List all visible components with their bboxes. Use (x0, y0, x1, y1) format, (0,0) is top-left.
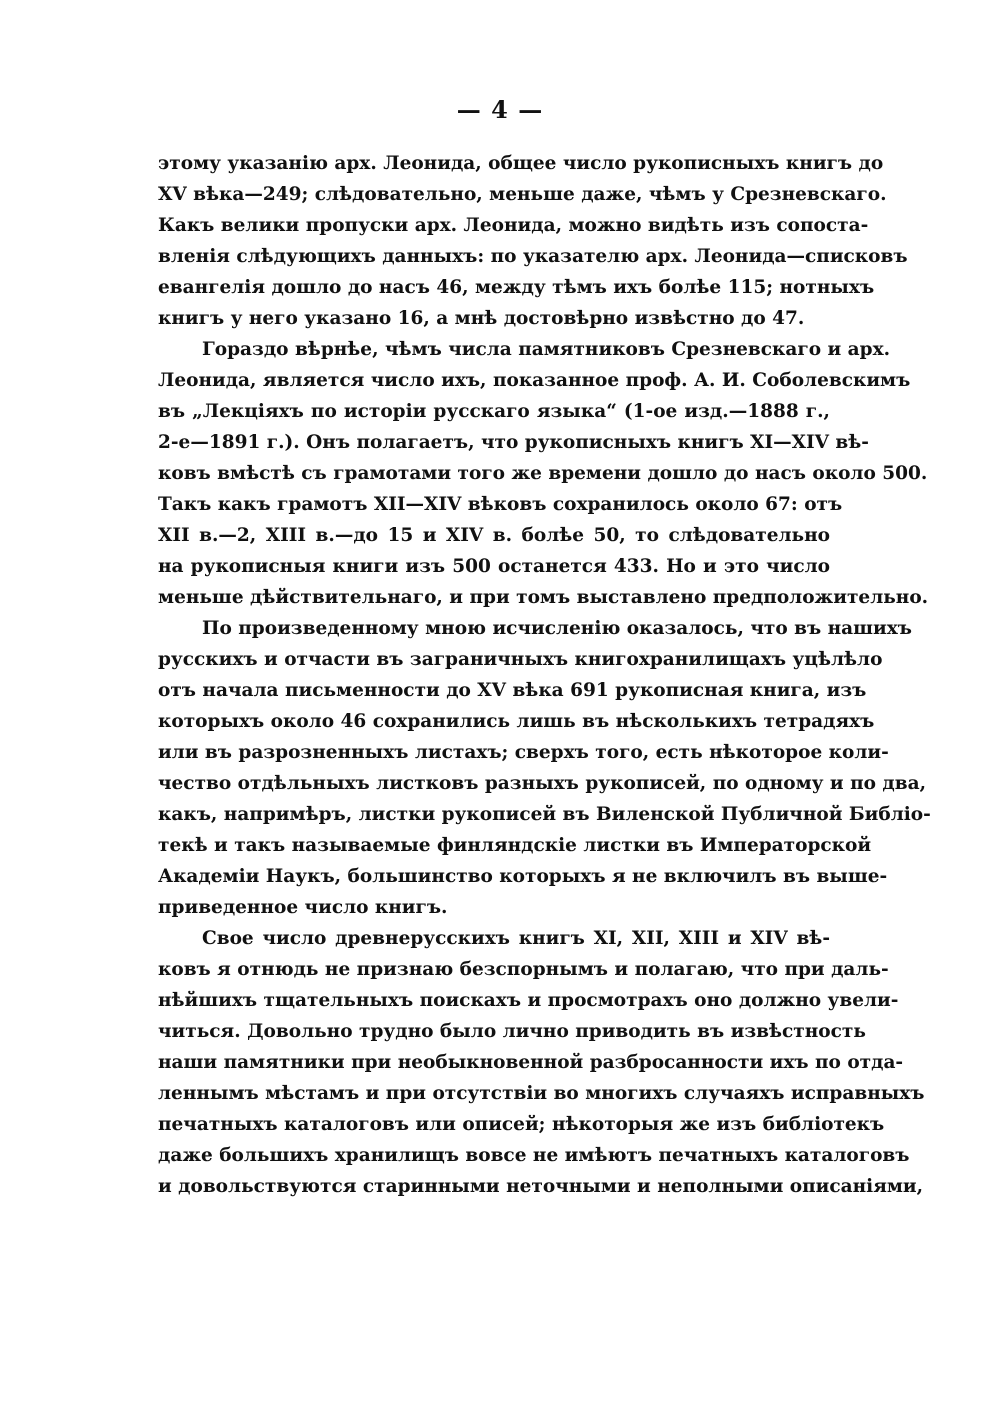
paragraph-2 (158, 334, 929, 613)
text-line: Гораздо вѣрнѣе, чѣмъ числа памятниковъ Срезневскаго и арх. (202, 339, 891, 360)
text-line: чество отдѣльныхъ листковъ разныхъ рукописей, по одному и по два, (158, 773, 927, 794)
text-line: наши памятники при необыкновенной разбросанности ихъ по отда- (158, 1052, 904, 1073)
text-line: ковъ вмѣстѣ съ грамотами того же времени дошло до насъ около 500. (158, 463, 928, 484)
paragraph-3 (158, 613, 931, 923)
text-line: Леонида, является число ихъ, показанное проф. А. И. Соболевскимъ (158, 370, 911, 391)
text-line: этому указанію арх. Леонида, общее число рукописныхъ книгъ до (158, 153, 884, 174)
text-line: печатныхъ каталоговъ или описей; нѣкоторыя же изъ библіотекъ (158, 1114, 885, 1135)
paragraph-4 (158, 923, 925, 1202)
text-line: леннымъ мѣстамъ и при отсутствіи во многихъ случаяхъ исправныхъ (158, 1083, 925, 1104)
text-line: XV вѣка—249; слѣдовательно, меньше даже, чѣмъ у Срезневскаго. (158, 184, 887, 205)
paragraph-1 (158, 148, 908, 334)
text-line: и довольствуются старинными неточными и неполными описаніями, (158, 1176, 924, 1197)
text-line: которыхъ около 46 сохранились лишь въ нѣсколькихъ тетрадяхъ (158, 711, 875, 732)
text-line: на рукописныя книги изъ 500 останется 433. Но и это число (158, 556, 830, 577)
text-line: или въ разрозненныхъ листахъ; сверхъ того, есть нѣкоторое коли- (158, 742, 889, 763)
text-line: нѣйшихъ тщательныхъ поискахъ и просмотрахъ оно должно увели- (158, 990, 899, 1011)
text-line: Какъ велики пропуски арх. Леонида, можно видѣть изъ сопоста- (158, 215, 869, 236)
text-line: Такъ какъ грамотъ XII—XIV вѣковъ сохранилось около 67: отъ (158, 494, 843, 515)
text-line: отъ начала письменности до XV вѣка 691 рукописная книга, изъ (158, 680, 867, 701)
text-line: меньше дѣйствительнаго, и при томъ выставлено предположительно. (158, 587, 929, 608)
text-line: Свое число древнерусскихъ книгъ XI, XII, XIII и XIV вѣ- (202, 928, 830, 949)
text-line: евангелія дошло до насъ 46, между тѣмъ ихъ болѣе 115; нотныхъ (158, 277, 875, 298)
body-text (158, 148, 931, 1202)
page-number: — 4 — (456, 95, 544, 124)
text-line: вленія слѣдующихъ данныхъ: по указателю арх. Леонида—списковъ (158, 246, 908, 267)
text-line: текѣ и такъ называемые финляндскіе листки въ Императорской (158, 835, 872, 856)
text-line: читься. Довольно трудно было лично приводить въ извѣстность (158, 1021, 866, 1042)
text-line: Академіи Наукъ, большинство которыхъ я не включилъ въ выше- (158, 866, 888, 887)
text-line: даже большихъ хранилищъ вовсе не имѣютъ печатныхъ каталоговъ (158, 1145, 910, 1166)
text-line: XII в.—2, XIII в.—до 15 и XIV в. болѣе 50, то слѣдовательно (158, 525, 830, 546)
text-line: По произведенному мною исчисленію оказалось, что въ нашихъ (202, 618, 912, 639)
text-line: въ „Лекціяхъ по исторіи русскаго языка“ (1-ое изд.—1888 г., (158, 401, 830, 422)
text-line: русскихъ и отчасти въ заграничныхъ книгохранилищахъ уцѣлѣло (158, 649, 883, 670)
text-line: книгъ у него указано 16, а мнѣ достовѣрно извѣстно до 47. (158, 308, 805, 329)
text-line: приведенное число книгъ. (158, 897, 448, 918)
text-line: какъ, напримѣръ, листки рукописей въ Виленской Публичной Библіо- (158, 804, 931, 825)
text-line: ковъ я отнюдь не признаю безспорнымъ и полагаю, что при даль- (158, 959, 889, 980)
text-line: 2-е—1891 г.). Онъ полагаетъ, что рукописныхъ книгъ XI—XIV вѣ- (158, 432, 869, 453)
